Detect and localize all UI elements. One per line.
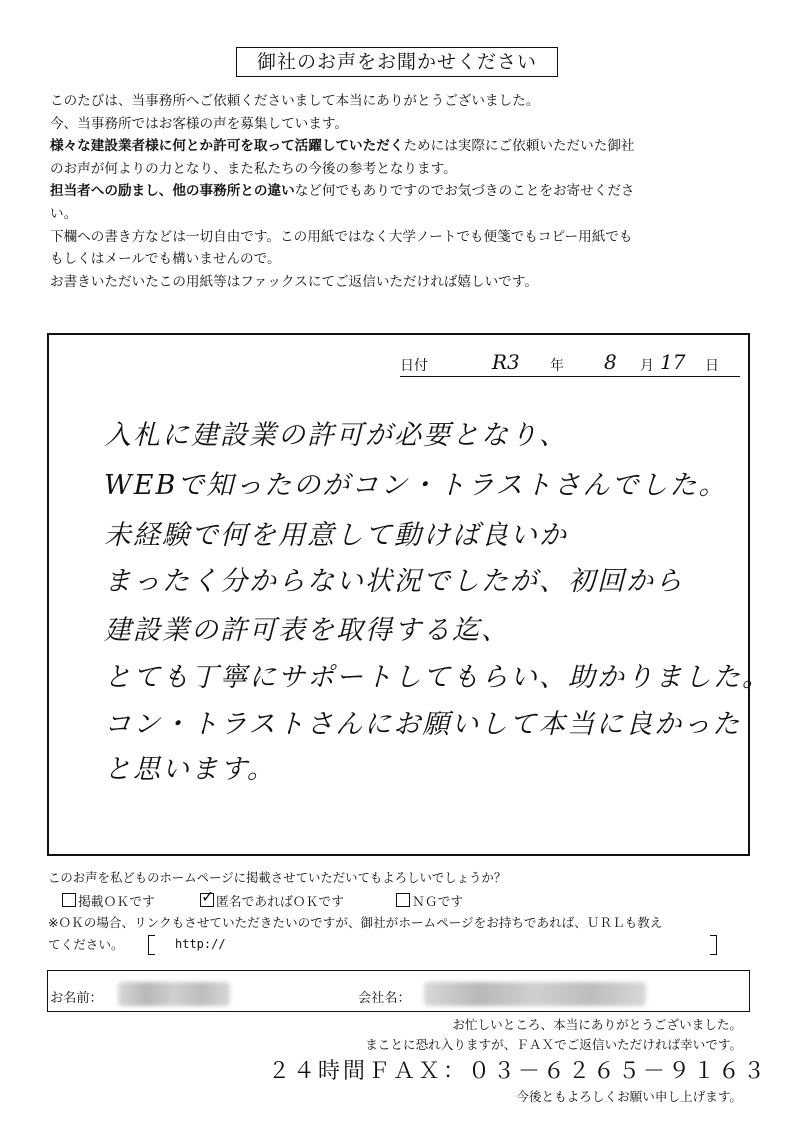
intro-line: このたびは、当事務所へご依頼くださいまして本当にありがとうございました。 xyxy=(50,93,540,109)
option-ok[interactable] xyxy=(62,891,155,910)
option-ok-label: 掲載ＯＫです xyxy=(78,895,155,910)
footer-request: まことに恐れ入りますが、ＦＡＸでご返信いただければ幸いです。 xyxy=(365,1037,742,1052)
handwritten-line: 入札に建設業の許可が必要となり、 xyxy=(104,420,568,451)
date-day: 17 xyxy=(660,350,686,374)
intro-line: もしくはメールでも構いませんので。 xyxy=(50,251,281,268)
url-bracket-left xyxy=(148,935,155,955)
option-ng-label: ＮＧです xyxy=(412,895,464,910)
checkbox-ng[interactable] xyxy=(396,893,410,907)
company-label: 会社名： xyxy=(358,991,411,1006)
option-ng[interactable] xyxy=(396,891,463,910)
intro-bold: 様々な建設業者様に何とか許可を取って活躍していただく xyxy=(50,138,404,155)
date-day-label: 日 xyxy=(705,358,719,374)
name-label: お名前： xyxy=(50,991,103,1006)
handwritten-line: WEBで知ったのがコン・トラストさんでした。 xyxy=(104,470,728,501)
fax-number: ２４時間ＦＡＸ：０３－６２６５－９１６３ xyxy=(268,1059,769,1084)
url-field[interactable]: http:// xyxy=(175,937,226,951)
date-year-label: 年 xyxy=(550,358,564,374)
intro-line: い。 xyxy=(50,205,78,222)
date-month-label: 月 xyxy=(640,358,654,374)
date-label: 日付 xyxy=(400,358,428,374)
intro-line xyxy=(50,180,760,203)
handwritten-line: と思います。 xyxy=(104,754,276,785)
intro-line: 今、当事務所ではお客様の声を募集しています。 xyxy=(50,115,348,132)
checkbox-anonymous-ok[interactable] xyxy=(200,887,215,907)
intro-text xyxy=(50,90,760,293)
option-anonymous-ok[interactable] xyxy=(200,887,344,910)
intro-line xyxy=(50,135,760,158)
company-redacted xyxy=(424,982,646,1006)
date-era-year: R3 xyxy=(492,350,520,374)
intro-line: お書きいただいたこの用紙等はファックスにてご返信いただければ嬉しいです。 xyxy=(50,273,538,290)
intro-bold: 担当者への励まし、他の事務所との違い xyxy=(50,183,295,200)
link-note-line: ※ＯＫの場合、リンクもさせていただきたいのですが、御社がホームページをお持ちであれば、ＵＲＬも教え xyxy=(48,915,663,930)
intro-line: 下欄への書き方などは一切自由です。この用紙ではなく大学ノートでも便箋でもコピー用紙でも xyxy=(50,228,633,245)
footer-thanks: お忙しいところ、本当にありがとうございました。 xyxy=(452,1017,742,1032)
date-month: 8 xyxy=(604,350,617,374)
name-redacted xyxy=(118,982,230,1006)
option-anonymous-label: 匿名であればＯＫです xyxy=(216,895,344,910)
date-row xyxy=(400,352,740,377)
handwritten-line: とても丁寧にサポートしてもらい、助かりました。 xyxy=(104,662,771,693)
footer-closing: 今後ともよろしくお願い申し上げます。 xyxy=(516,1089,742,1104)
handwritten-line: まったく分からない状況でしたが、初回から xyxy=(104,566,684,597)
intro-line: のお声が何よりの力となり、また私たちの今後の参考となります。 xyxy=(50,160,457,177)
permission-question: このお声を私どものホームページに掲載させていただいてもよろしいでしょうか？ xyxy=(48,870,507,885)
intro-rest: ためには実際にご依頼いただいた御社 xyxy=(403,138,635,155)
link-note-line: てください。 xyxy=(48,937,124,952)
handwritten-line: コン・トラストさんにお願いして本当に良かった xyxy=(104,709,742,740)
check-icon: ✓ xyxy=(201,887,215,906)
checkbox-ok[interactable] xyxy=(62,893,76,907)
url-bracket-right xyxy=(710,935,717,955)
form-title: 御社のお声をお聞かせください xyxy=(236,47,558,77)
handwritten-line: 建設業の許可表を取得する迄、 xyxy=(104,615,510,646)
intro-rest: など何でもありですのでお気づきのことをお寄せくださ xyxy=(294,183,635,200)
handwritten-line: 未経験で何を用意して動けば良いか xyxy=(104,520,568,551)
